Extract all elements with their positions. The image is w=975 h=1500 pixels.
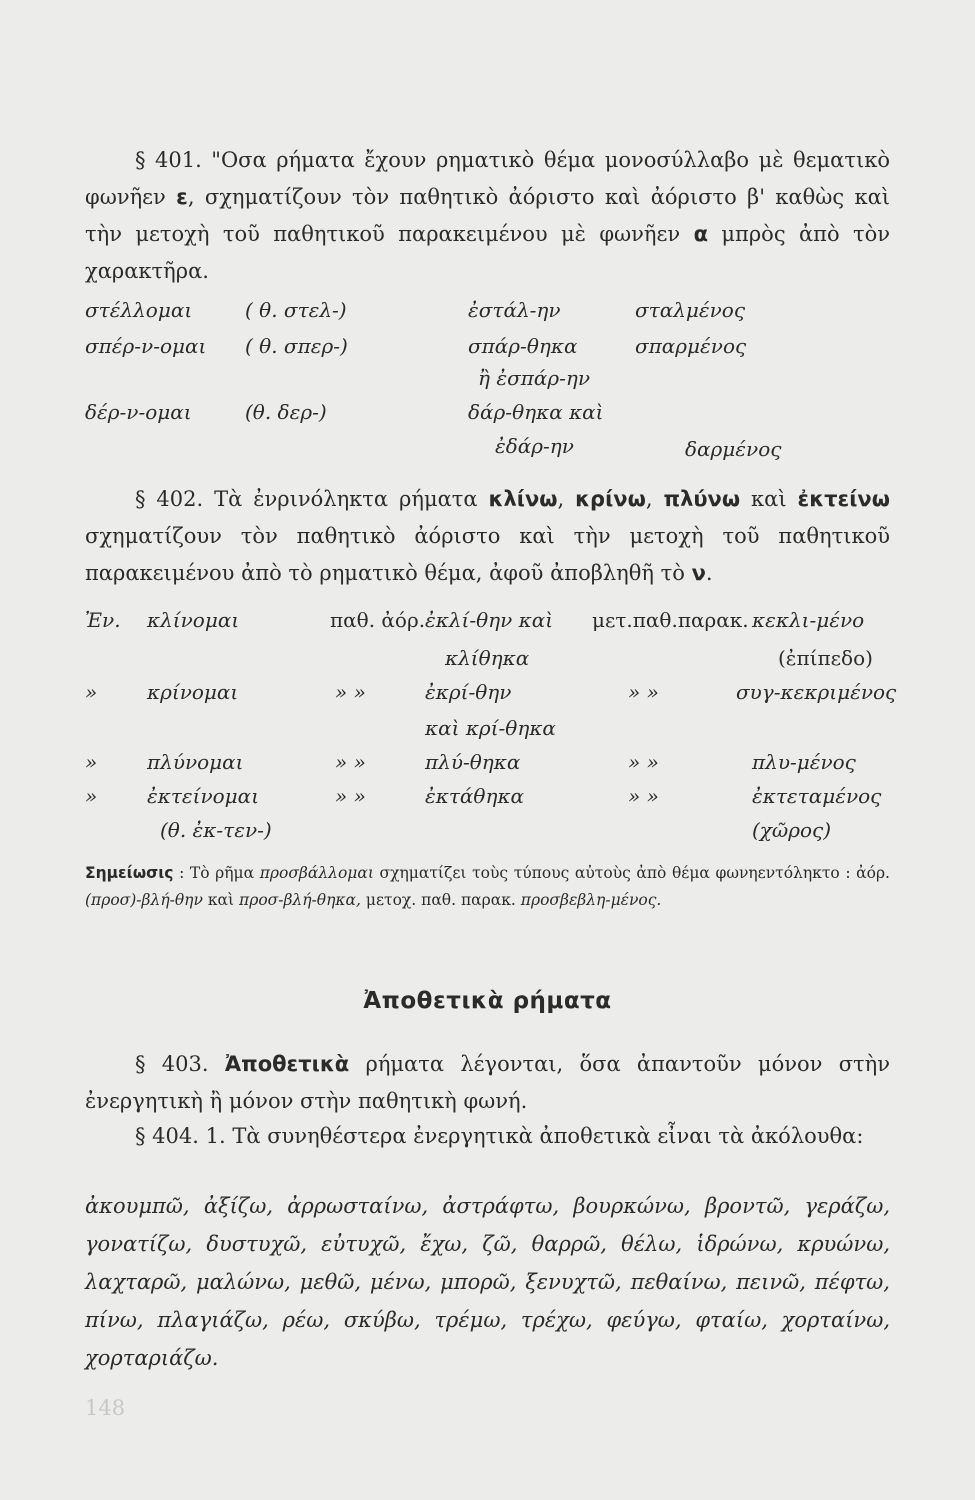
table-cell: » (85, 680, 98, 704)
table-cell: μετ.παθ.παρακ. (592, 608, 749, 632)
table-cell: παθ. ἀόρ. (330, 608, 426, 632)
paragraph-404: § 404. 1. Τὰ συνηθέστερα ἐνεργητικὰ ἀποθετικὰ εἶναι τὰ ἀκόλουθα: (135, 1124, 864, 1148)
table-cell: ἐστάλ-ην (468, 298, 561, 322)
table-cell: ἐδάρ-ην (495, 434, 574, 458)
paragraph-403: § 403. Ἀποθετικὰ ρήματα λέγονται, ὅσα ἀπαντοῦν μόνον στὴν ἐνεργητικὴ ἢ μόνον στὴν παθητικὴ φωνή. (85, 1052, 890, 1113)
table-cell: σπαρμένος (635, 334, 747, 358)
table-cell: συγ-κεκριμένος (736, 680, 897, 704)
section-number-402: § 402. (135, 487, 204, 511)
table-cell: » » (335, 680, 366, 704)
section-heading: Ἀποθετικὰ ρήματα (363, 988, 612, 1014)
table-cell: κεκλι-μένο (752, 608, 865, 632)
table-cell: ( θ. σπερ-) (245, 334, 348, 358)
table-cell: στέλλομαι (85, 298, 193, 322)
note-label: Σημείωσις (85, 864, 174, 882)
table-cell: πλυ-μένος (752, 750, 856, 774)
paragraph-401: § 401. "Οσα ρήματα ἔχουν ρηματικὸ θέμα μονοσύλλαβο μὲ θεματικὸ φωνῆεν ε, σχηματίζουν τὸν παθητικὸ ἀόριστο καὶ ἀόριστο β' καθὼς καὶ τὴν μετοχὴ τοῦ παθητικοῦ παρακειμένου μὲ φωνῆεν α μπρὸς ἀπὸ τὸν χαρακτῆρα. (85, 148, 891, 283)
note: Σημείωσις : Τὸ ρῆμα προσβάλλομαι σχηματίζει τοὺς τύπους αὐτοὺς ἀπὸ θέμα φωνηεντόληκτο : ἀόρ. (προσ)-βλή-θην καὶ προσ-βλή-θηκα, μετοχ. παθ. παρακ. προσβεβλη-μένος. (85, 864, 890, 909)
table-cell: ἐκτάθηκα (425, 784, 525, 808)
table-cell: πλύνομαι (147, 750, 244, 774)
section-number-401: § 401. (135, 148, 202, 172)
table-cell: κρίνομαι (147, 680, 239, 704)
table-cell: σπέρ-ν-ομαι (85, 334, 207, 358)
table-cell: » (85, 750, 98, 774)
table-cell: » » (628, 750, 659, 774)
table-cell: ἐκρί-θην (425, 680, 512, 704)
verb-list: ἀκουμπῶ, ἀξίζω, ἀρρωσταίνω, ἀστράφτω, βουρκώνω, βροντῶ, γεράζω, γονατίζω, δυστυχῶ, εὐτυχῶ, ἔχω, ζῶ, θαρρῶ, θέλω, ἱδρώνω, κρυώνω, λαχταρῶ, μαλώνω, μεθῶ, μένω, μπορῶ, ξενυχτῶ, πεθαίνω, πεινῶ, πέφτω, πίνω, πλαγιάζω, ρέω, σκύβω, τρέμω, τρέχω, φεύγω, φταίω, χορταίνω, χορταριάζω. (85, 1194, 890, 1370)
table-cell: καὶ κρί-θηκα (425, 716, 556, 740)
table-cell: κλίνομαι (147, 608, 240, 632)
table-cell: (ἐπίπεδο) (778, 646, 873, 670)
table-cell: » » (335, 784, 366, 808)
table-cell: δέρ-ν-ομαι (85, 400, 192, 424)
table-cell: (θ. δερ-) (245, 400, 327, 424)
table-cell: δαρμένος (685, 437, 782, 461)
table-cell: ἐκτεταμένος (752, 784, 882, 808)
section-number-404: § 404. 1. (135, 1124, 226, 1148)
table-cell: ἢ ἐσπάρ-ην (478, 366, 591, 390)
table-cell: (θ. ἐκ-τεν-) (160, 818, 272, 842)
paragraph-402: § 402. Τὰ ἐνρινόληκτα ρήματα κλίνω, κρίνω, πλύνω καὶ ἐκτείνω σχηματίζουν τὸν παθητικὸ ἀόριστο καὶ τὴν μετοχὴ τοῦ παθητικοῦ παρακειμένου ἀπὸ τὸ ρηματικὸ θέμα, ἀφοῦ ἀποβληθῆ τὸ ν. (85, 487, 890, 585)
table-cell: (χῶρος) (752, 818, 832, 842)
table-cell: κλίθηκα (445, 646, 530, 670)
table-cell: ἐκτείνομαι (147, 784, 260, 808)
table-cell: ( θ. στελ-) (245, 298, 347, 322)
table-cell: » » (628, 784, 659, 808)
page-number: 148 (85, 1396, 126, 1420)
section-number-403: § 403. (135, 1052, 209, 1076)
table-cell: » (85, 784, 98, 808)
table-cell: σπάρ-θηκα (468, 334, 578, 358)
table-cell: δάρ-θηκα καὶ (468, 400, 604, 424)
table-cell: » » (628, 680, 659, 704)
table-cell: ἐκλί-θην καὶ (425, 608, 554, 632)
table-cell: πλύ-θηκα (425, 750, 521, 774)
table-cell: Ἐν. (85, 608, 121, 632)
table-cell: » » (335, 750, 366, 774)
table-cell: σταλμένος (635, 298, 746, 322)
